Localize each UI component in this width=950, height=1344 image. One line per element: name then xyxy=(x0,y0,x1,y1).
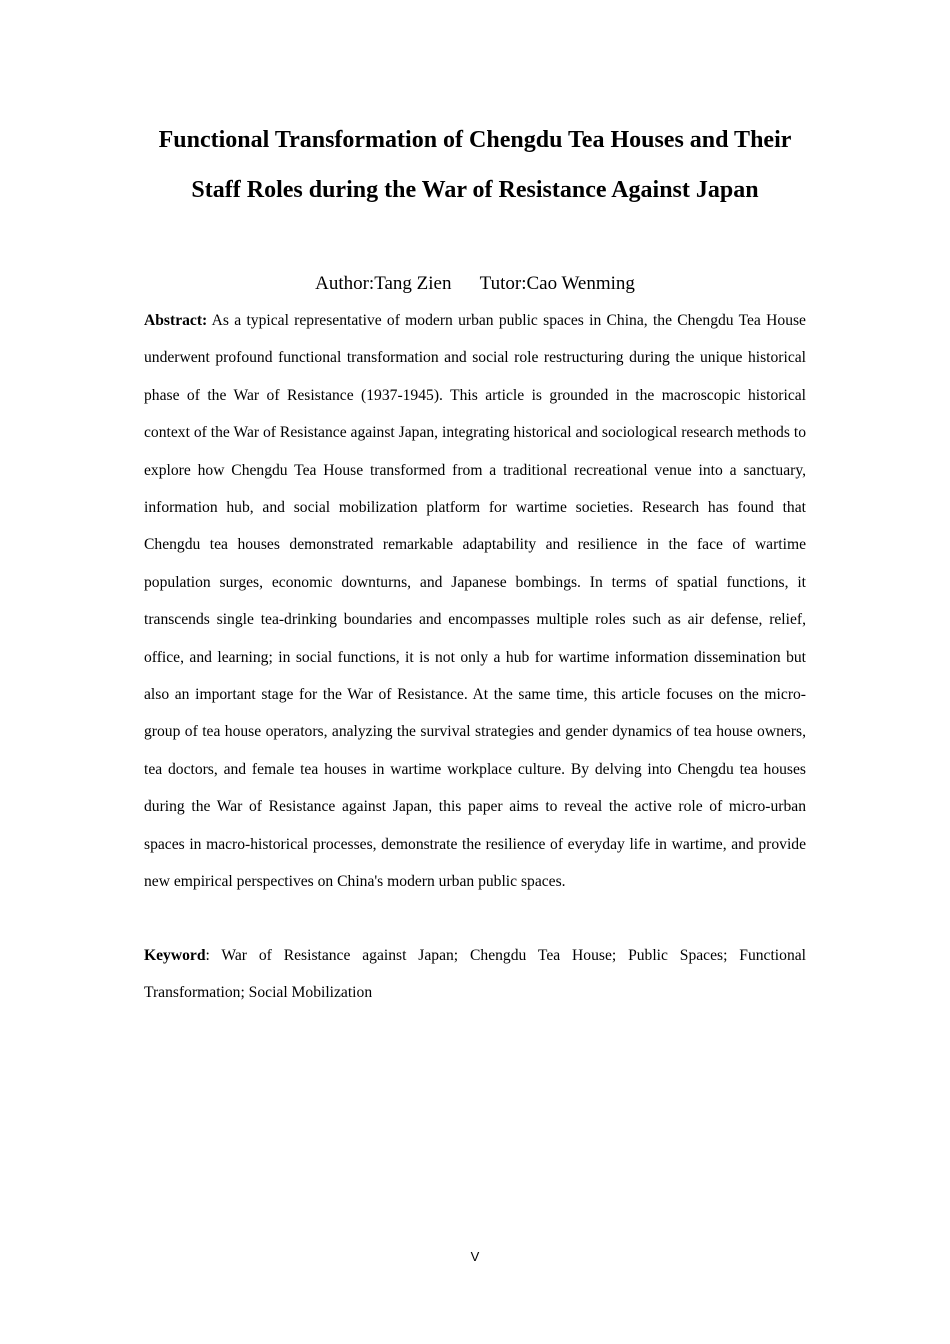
paper-title: Functional Transformation of Chengdu Tea Houses and Their Staff Roles during the War of Resistance Against Japan xyxy=(158,127,792,203)
tutor-name: Tutor:Cao Wenming xyxy=(479,273,635,294)
keywords-label: Keyword xyxy=(144,947,206,964)
keywords-paragraph xyxy=(144,937,806,1012)
abstract-text: As a typical representative of modern urban public spaces in China, the Chengdu Tea House underwent profound functional transformation and social role restructuring during the unique historical phase of the War of Resistance (1937-1945). This article is grounded in the macroscopic historical context of the War of Resistance against Japan, integrating historical and sociological research methods to explore how Chengdu Tea House transformed from a traditional recreational venue into a sanctuary, information hub, and social mobilization platform for wartime societies. Research has found that Chengdu tea houses demonstrated remarkable adaptability and resilience in the face of wartime population surges, economic downturns, and Japanese bombings. In terms of spatial functions, it transcends single tea-drinking boundaries and encompasses multiple roles such as air defense, relief, office, and learning; in social functions, it is not only a hub for wartime information dissemination but also an important stage for the War of Resistance. At the same time, this article focuses on the micro-group of tea house operators, analyzing the survival strategies and gender dynamics of tea house owners, tea doctors, and female tea houses in wartime workplace culture. By delving into Chengdu tea houses during the War of Resistance against Japan, this paper aims to reveal the active role of micro-urban spaces in macro-historical processes, demonstrate the resilience of everyday life in wartime, and provide new empirical perspectives on China's modern urban public spaces. xyxy=(144,312,806,891)
keywords-text: : War of Resistance against Japan; Chengdu Tea House; Public Spaces; Functional Transformation; Social Mobilization xyxy=(144,947,806,1002)
author-name: Author:Tang Zien xyxy=(315,273,452,294)
abstract-label: Abstract: xyxy=(144,312,208,329)
author-line xyxy=(140,271,810,297)
abstract-paragraph xyxy=(144,302,806,901)
page-number: V xyxy=(470,1249,480,1264)
